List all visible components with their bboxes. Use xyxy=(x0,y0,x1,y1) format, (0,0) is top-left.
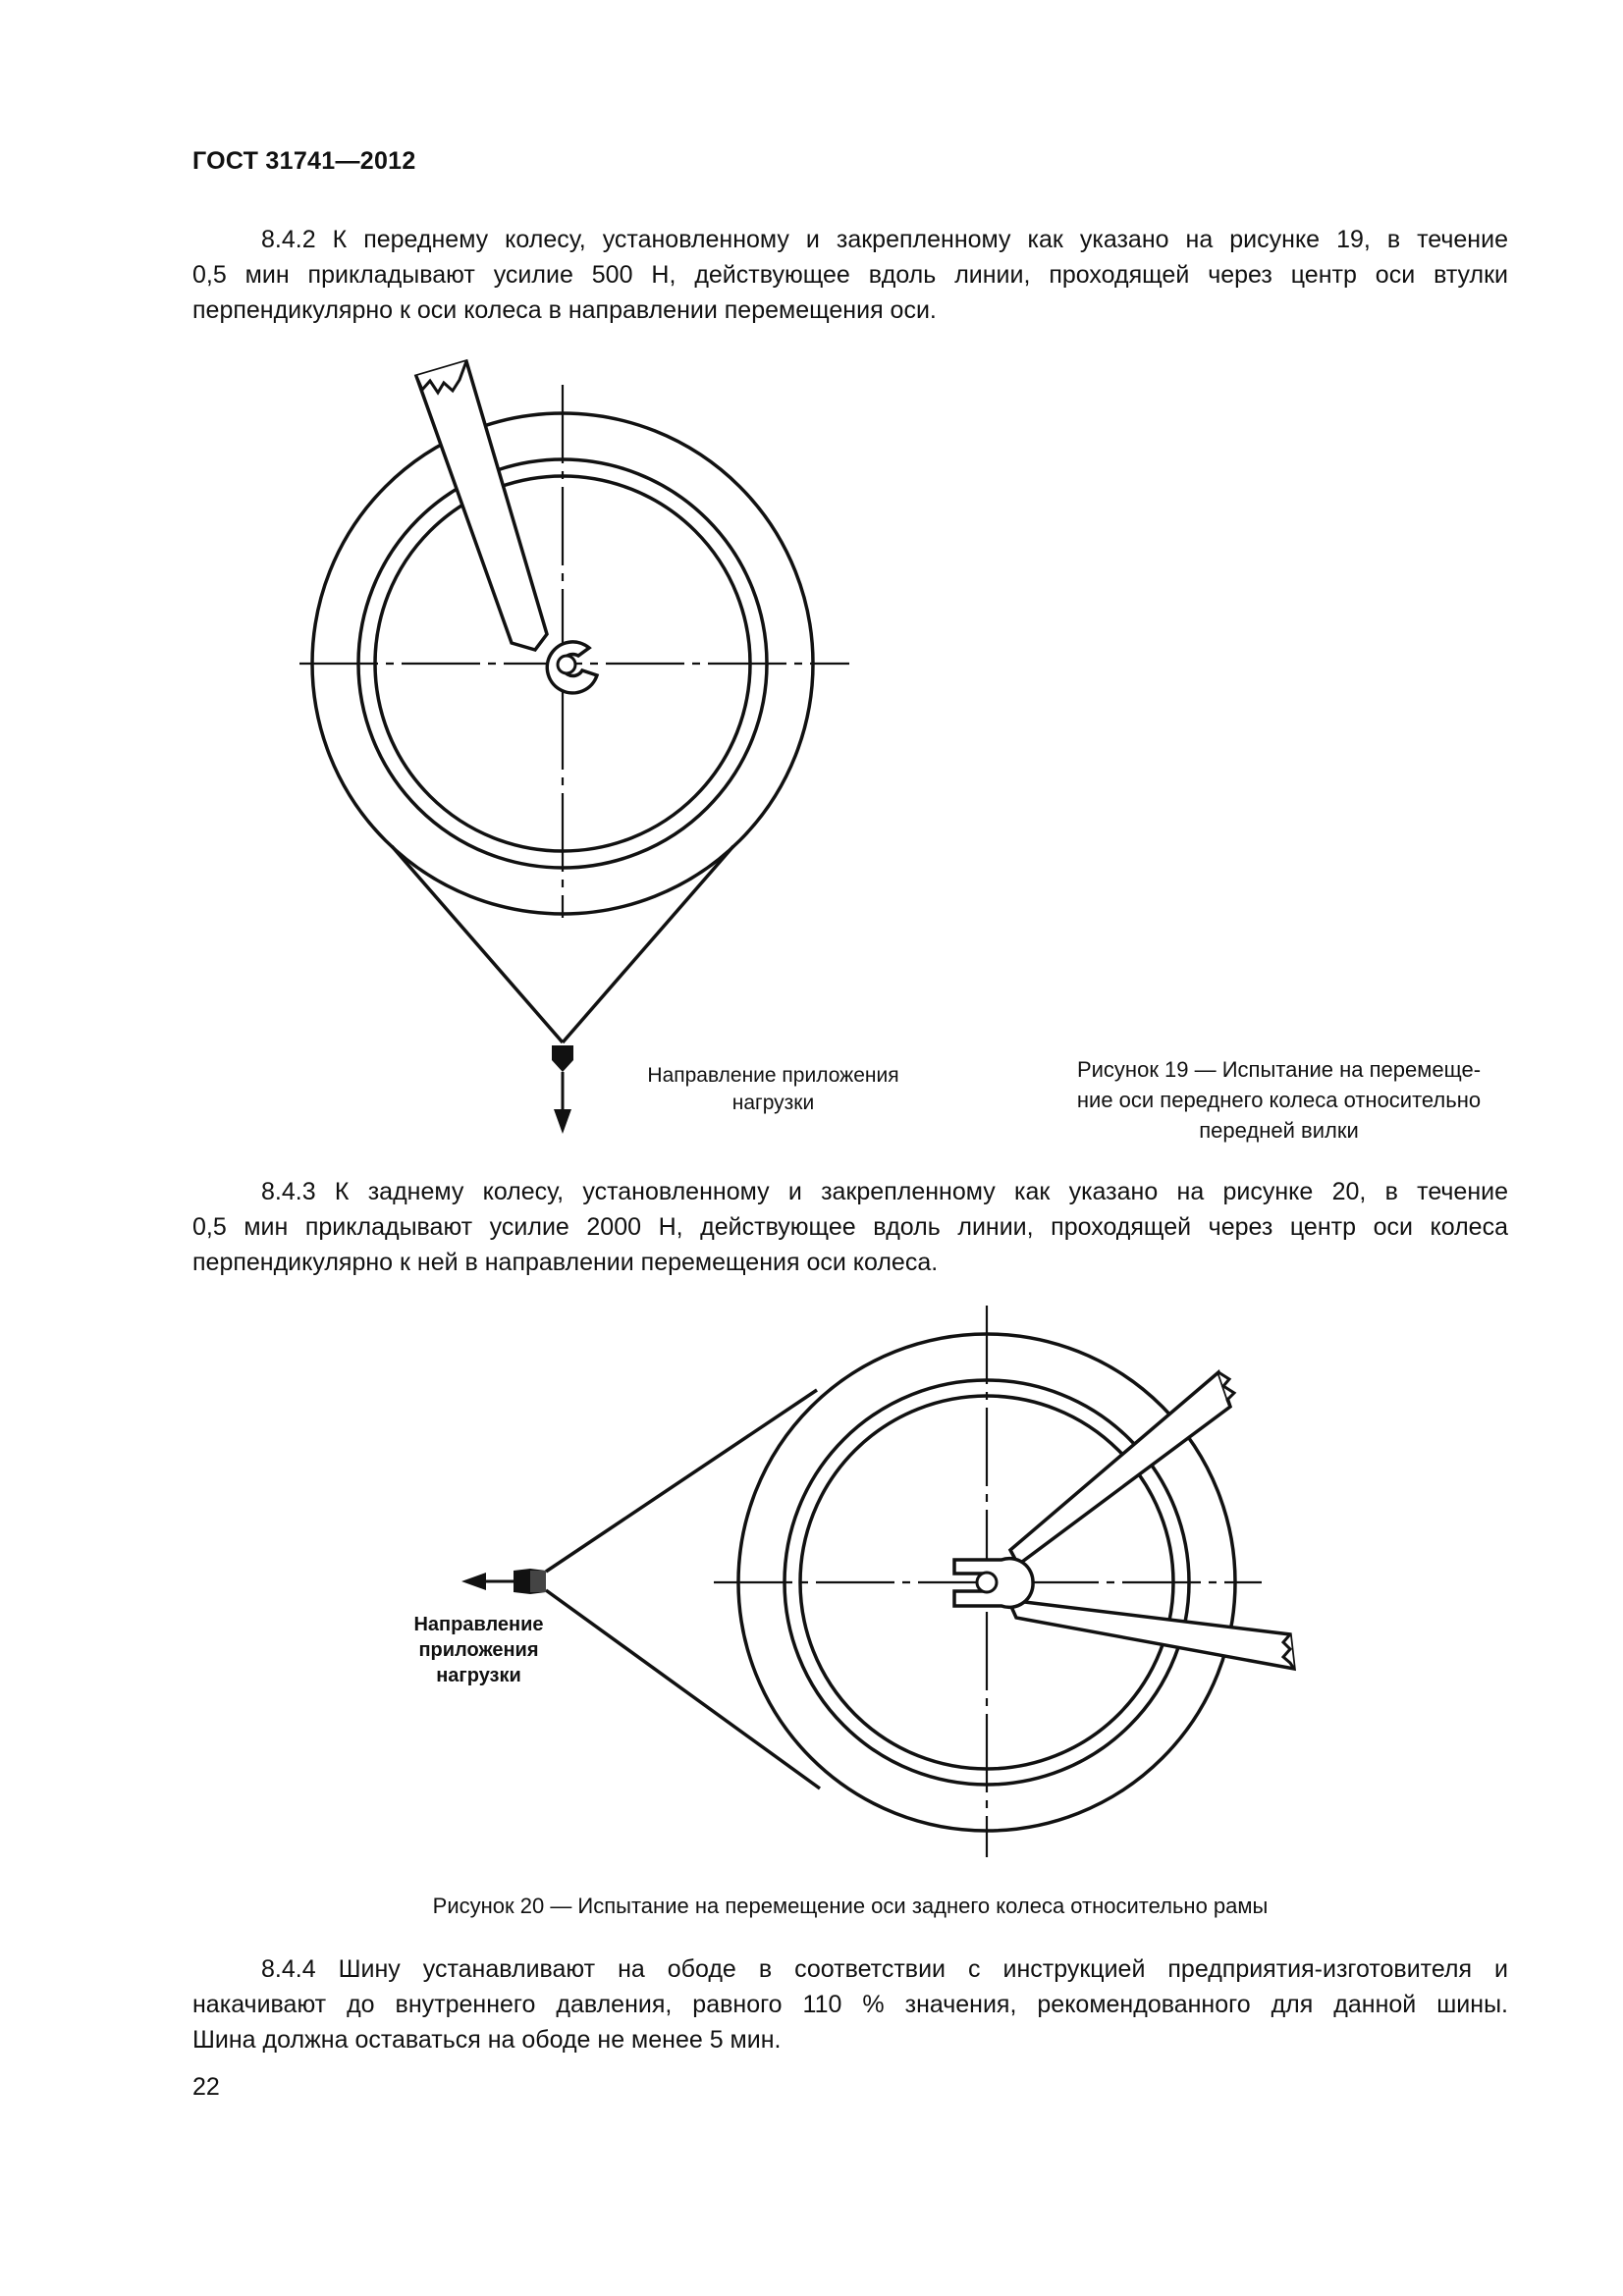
caption-line: ние оси переднего колеса относительно xyxy=(1076,1088,1482,1112)
label-line: Направление приложения xyxy=(647,1064,899,1087)
label-line: нагрузки xyxy=(731,1092,815,1114)
tangent-line-right xyxy=(563,846,733,1042)
rear-wheel-tire-outline xyxy=(738,1334,1235,1831)
page-number: 22 xyxy=(192,2073,220,2101)
paragraph-line: 8.4.2 К переднему колесу, установленному и закрепленному как указано на рисунке 19, в течение xyxy=(261,226,1508,253)
figure-19-load-label xyxy=(619,1062,928,1117)
paragraph-line: 0,5 мин прикладывают усилие 2000 Н, действующее вдоль линии, проходящей через центр оси колеса xyxy=(192,1213,1508,1241)
standard-designation: ГОСТ 31741—2012 xyxy=(192,147,416,175)
front-wheel-rim-inner xyxy=(375,476,750,851)
paragraph-line: накачивают до внутреннего давления, равного 110 % значения, рекомендованного для данной шины. xyxy=(192,1991,1508,2018)
caption-line: Рисунок 19 — Испытание на перемеще- xyxy=(1076,1057,1482,1082)
paragraph-8-4-2 xyxy=(192,222,1508,328)
load-arrow-left xyxy=(461,1569,546,1594)
tangent-line-bottom xyxy=(546,1590,820,1789)
paragraph-line: Шина должна оставаться на ободе не менее 5 мин. xyxy=(192,2026,782,2054)
front-wheel-tire-outline xyxy=(312,413,813,914)
figure-20-load-label xyxy=(393,1612,565,1688)
front-wheel-rim-outer xyxy=(358,459,767,868)
label-line: Направление xyxy=(413,1614,544,1635)
paragraph-line: перпендикулярно к оси колеса в направлении перемещения оси. xyxy=(192,296,937,324)
label-line: нагрузки xyxy=(436,1665,521,1686)
figure-19-caption xyxy=(1041,1054,1517,1146)
figure-20-caption: Рисунок 20 — Испытание на перемещение оси заднего колеса относительно рамы xyxy=(432,1894,1269,1918)
paragraph-line: перпендикулярно к ней в направлении перемещения оси колеса. xyxy=(192,1249,939,1276)
load-arrow-down xyxy=(552,1045,573,1134)
tangent-line-top xyxy=(546,1390,817,1572)
rear-wheel-rim-inner xyxy=(800,1396,1173,1769)
paragraph-line: 8.4.3 К заднему колесу, установленному и закрепленному как указано на рисунке 20, в течение xyxy=(261,1178,1508,1205)
paragraph-line: 8.4.4 Шину устанавливают на ободе в соответствии с инструкцией предприятия-изготовителя и xyxy=(261,1955,1508,1983)
rear-frame-stays xyxy=(954,1372,1294,1669)
tangent-line-left xyxy=(392,846,563,1042)
paragraph-line: 0,5 мин прикладывают усилие 500 Н, действующее вдоль линии, проходящей через центр оси втулки xyxy=(192,261,1508,289)
rear-wheel-rim-outer xyxy=(784,1380,1189,1785)
label-line: приложения xyxy=(418,1639,539,1661)
paragraph-8-4-3 xyxy=(192,1174,1508,1280)
paragraph-8-4-4 xyxy=(192,1951,1508,2057)
caption-line: передней вилки xyxy=(1199,1118,1359,1143)
front-fork xyxy=(416,361,597,693)
